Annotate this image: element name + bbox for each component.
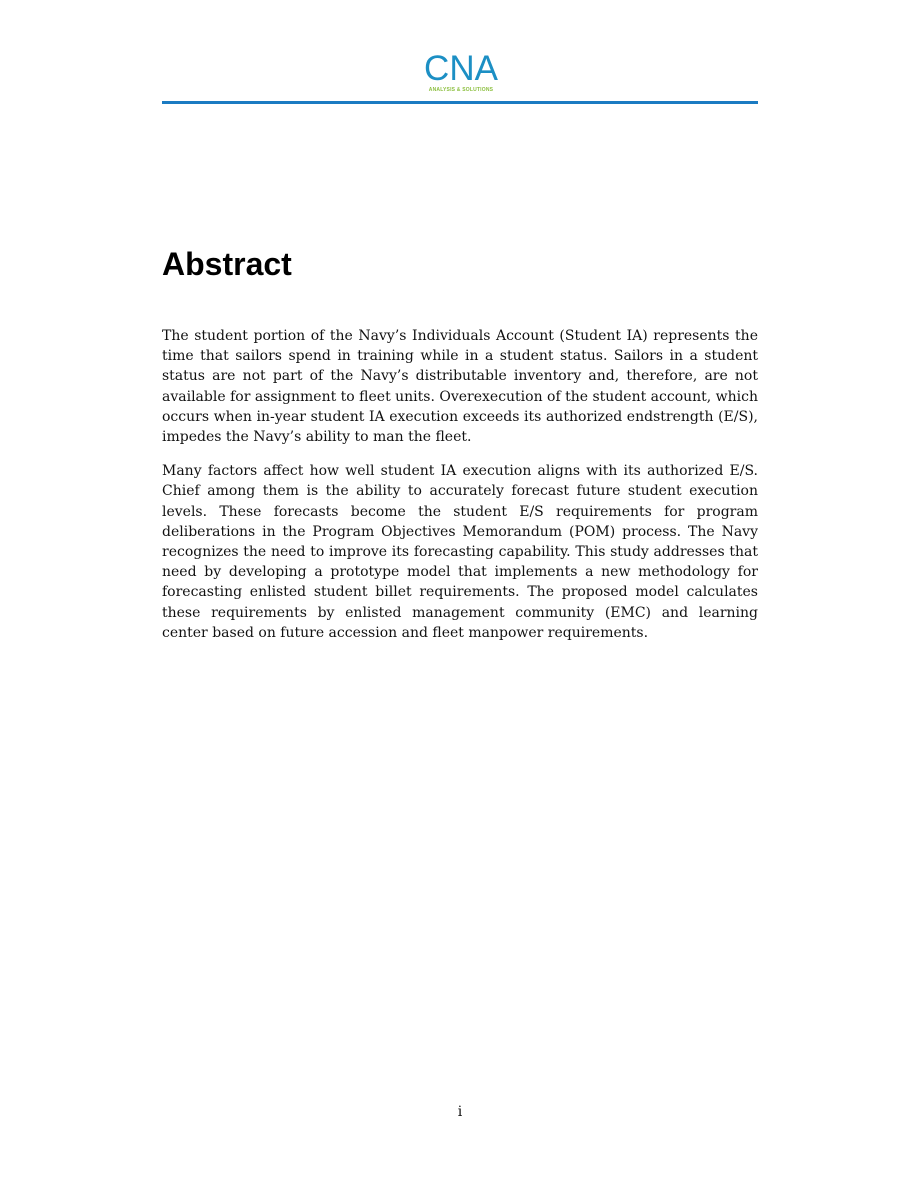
cna-logo <box>416 49 506 96</box>
page-title: Abstract <box>162 246 292 282</box>
page-number: i <box>457 1104 463 1120</box>
logo-tagline: ANALYSIS & SOLUTIONS <box>428 87 494 93</box>
header-divider <box>162 101 758 104</box>
abstract-body <box>162 326 758 657</box>
abstract-paragraph-1: The student portion of the Navy’s Individuals Account (Student IA) represents the time that sailors spend in training while in a student status. Sailors in a student status are not part of the Navy’s distributable inventory and, therefore, are not available for assignment to fleet units. Overexecution of the student account, which occurs when in-year student IA execution exceeds its authorized endstrength (E/S), impedes the Navy’s ability to man the fleet. <box>162 328 759 446</box>
logo-wordmark: CNA <box>424 49 498 88</box>
page-header <box>162 49 758 104</box>
abstract-paragraph-2: Many factors affect how well student IA execution aligns with its authorized E/S. Chief among them is the ability to accurately forecast future student execution levels. These forecasts become the student E/S requirements for program deliberations in the Program Objectives Memorandum (POM) process. The Navy recognizes the need to improve its forecasting capability. This study addresses that need by developing a prototype model that implements a new methodology for forecasting enlisted student billet requirements. The proposed model calculates these requirements by enlisted management community (EMC) and learning center based on future accession and fleet manpower requirements. <box>162 463 758 641</box>
